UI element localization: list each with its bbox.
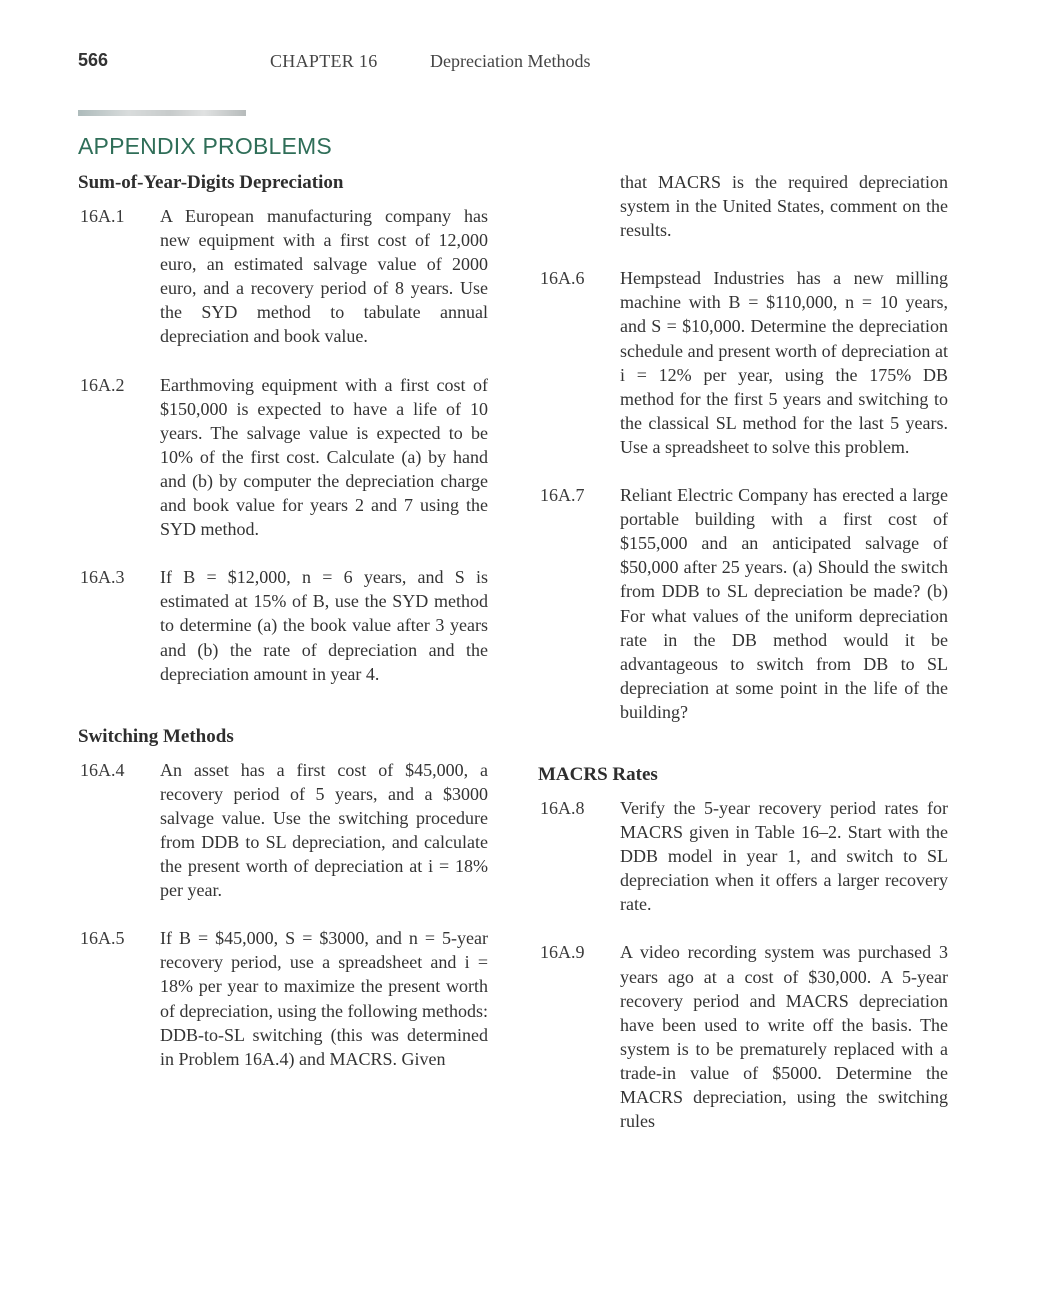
problem-text: Verify the 5-year recovery period rates for MACRS given in Table 16–2. Start with the DDB model in year 1, and switch to SL depreciation when it offers a larger recovery rate. — [620, 797, 948, 915]
problem-16a4 — [78, 758, 498, 903]
problem-number: 16A.3 — [80, 567, 125, 588]
problem-16a5 — [78, 926, 498, 1071]
problem-text: A video recording system was purchased 3 years ago at a cost of $30,000. A 5-year recovery period and MACRS depreciation have been used to write off the basis. The system is to be prematurely replaced with a trade-in value of $5000. Determine the MACRS depreciation, using the switching rules — [620, 942, 948, 1132]
right-column — [538, 170, 958, 1157]
problem-16a6 — [538, 266, 958, 459]
problem-number: 16A.8 — [540, 797, 585, 818]
problem-number: 16A.1 — [80, 206, 125, 226]
problem-number: 16A.6 — [540, 268, 585, 289]
chapter-label: CHAPTER 16 — [270, 51, 378, 71]
problem-text: An asset has a first cost of $45,000, a recovery period of 5 years, and a $3000 salvage value. Use the switching procedure from DDB to SL depreciation, and calculate the present worth of depreciation at i = 18% per year. — [160, 759, 488, 901]
problem-16a9 — [538, 940, 958, 1133]
problem-text: If B = $12,000, n = 6 years, and S is estimated at 15% of B, use the SYD method to determine (a) the book value after 3 years and (b) the rate of depreciation and the depreciation amount in year 4. — [160, 567, 488, 684]
section-heading-macrs: MACRS Rates — [538, 763, 658, 785]
problem-number: 16A.5 — [80, 928, 125, 949]
problem-number: 16A.2 — [80, 374, 125, 395]
problem-text: Reliant Electric Company has erected a large portable building with a first cost of $155,000 and an anticipated salvage of $50,000 after 25 years. (a) Should the switch from DDB to SL depreciation be made? (b) For what values of the uniform depreciation rate in the DB method would it be advantageous to switch from DB to SL depreciation at some point in the life of the building? — [620, 485, 948, 722]
appendix-title: APPENDIX PROBLEMS — [78, 133, 332, 159]
problem-text: A European manufacturing company has new equipment with a first cost of 12,000 euro, an estimated salvage value of 2000 euro, and a recovery period of 8 years. Use the SYD method to tabulate annual depreciation and book value. — [160, 206, 488, 347]
page-number: 566 — [78, 50, 109, 70]
problem-text: Hempstead Industries has a new milling machine with B = $110,000, n = 10 years, and S = $10,000. Determine the depreciation schedule and present worth of depreciation at i = 12% per year, using the 175% DB method for the first 5 years and switching to the classical SL method for the last 5 years. Use a spreadsheet to solve this problem. — [620, 268, 948, 457]
problem-number: 16A.9 — [540, 942, 585, 963]
section-heading-switching: Switching Methods — [78, 725, 234, 747]
page-header — [0, 50, 1044, 76]
problem-16a1 — [78, 204, 498, 349]
problem-16a3 — [78, 565, 498, 685]
problem-text: Earthmoving equipment with a first cost of $150,000 is expected to have a life of 10 years. The salvage value is expected to be 10% of the first cost. Calculate (a) by hand and (b) by computer the depreciation charge and book value for years 2 and 7 using the SYD method. — [160, 374, 488, 540]
decorative-rule — [78, 110, 246, 116]
chapter-title: Depreciation Methods — [430, 51, 591, 71]
problem-text: If B = $45,000, S = $3000, and n = 5-year recovery period, use a spreadsheet and i = 18% per year to maximize the present worth of depreciation, using the following methods: DDB-to-SL switching (this was determined in Problem 16A.4) and MACRS. Given — [160, 928, 488, 1069]
problem-number: 16A.7 — [540, 485, 585, 506]
left-column — [78, 170, 498, 1095]
problem-16a8 — [538, 796, 958, 916]
problem-number: 16A.4 — [80, 759, 125, 780]
problem-16a2 — [78, 373, 498, 542]
problem-16a7 — [538, 483, 958, 724]
problem-16a5-continuation: that MACRS is the required depreciation system in the United States, comment on the results. — [620, 172, 948, 241]
section-heading-syd: Sum-of-Year-Digits Depreciation — [78, 172, 344, 193]
